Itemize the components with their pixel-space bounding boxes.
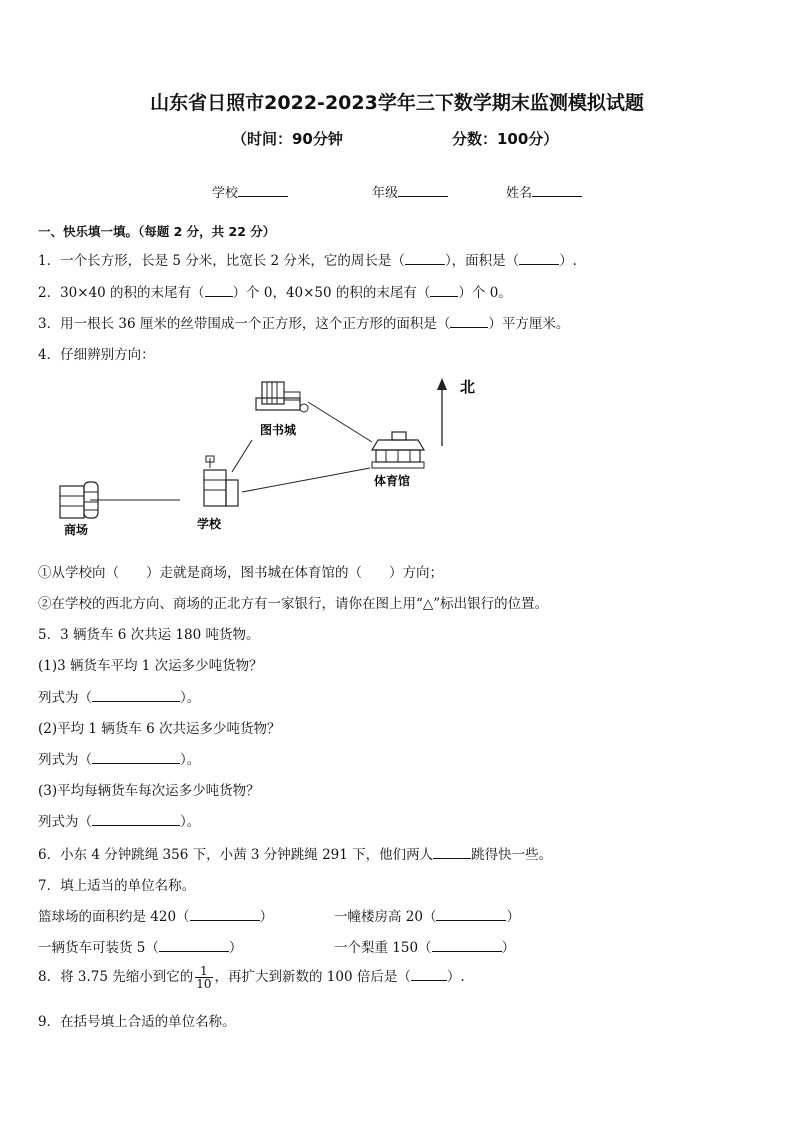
mall-label: 商场 [64, 523, 89, 537]
question-7-item-4: 一个梨重 150（ ） [334, 940, 516, 956]
question-7-item-3: 一辆货车可装货 5（ ） [38, 940, 243, 956]
exam-score: 分数：100分） [452, 130, 559, 148]
q5-blank-1[interactable] [92, 701, 180, 702]
gym-label: 体育馆 [374, 474, 411, 488]
question-7-item-1: 篮球场的面积约是 420（ ） [38, 909, 274, 925]
question-5-formula-2: 列式为（ ）。 [38, 752, 201, 768]
direction-map [40, 370, 500, 540]
question-5: 5．3 辆货车 6 次共运 180 吨货物。 [38, 627, 260, 643]
school-field: 学校 [212, 182, 288, 201]
name-blank[interactable] [532, 196, 582, 197]
q5-blank-3[interactable] [92, 825, 180, 826]
road-school-gym [242, 468, 370, 492]
q5-blank-2[interactable] [92, 763, 180, 764]
question-3: 3．用一根长 36 厘米的丝带围成一个正方形，这个正方形的面积是（ ）平方厘米。 [38, 316, 570, 332]
q7-blank-2[interactable] [436, 920, 506, 921]
q2-blank-2[interactable] [430, 296, 458, 297]
q1-blank-1[interactable] [405, 264, 445, 265]
question-5-formula-1: 列式为（ ）。 [38, 690, 201, 706]
question-7-item-2: 一幢楼房高 20（ ） [334, 909, 520, 925]
question-7: 7．填上适当的单位名称。 [38, 878, 196, 894]
question-9: 9．在括号填上合适的单位名称。 [38, 1014, 236, 1030]
fraction: $\frac{1}{10}$ [196, 964, 212, 991]
question-5-part-3: (3)平均每辆货车每次运多少吨货物？ [38, 783, 260, 799]
question-6: 6．小东 4 分钟跳绳 356 下，小茜 3 分钟跳绳 291 下，他们两人 跳得快一些。 [38, 847, 553, 863]
question-1: 1．一个长方形，长是 5 分米，比宽长 2 分米，它的周长是（ ），面积是（ ）. [38, 253, 577, 269]
gym-icon [372, 432, 424, 468]
page-title: 山东省日照市2022-2023学年三下数学期末监测模拟试题 [150, 92, 644, 114]
north-arrow-head-icon [437, 378, 447, 390]
q6-blank[interactable] [433, 858, 471, 859]
question-5-part-1: (1)3 辆货车平均 1 次运多少吨货物？ [38, 658, 263, 674]
question-5-part-2: (2)平均 1 辆货车 6 次共运多少吨货物？ [38, 721, 281, 737]
section-heading: 一、快乐填一填。（每题 2 分，共 22 分） [38, 224, 276, 239]
grade-field: 年级 [372, 182, 448, 201]
school-label: 学校 [197, 517, 222, 531]
name-field: 姓名 [506, 182, 582, 201]
question-4-sub-1: ①从学校向（ ）走就是商场，图书城在体育馆的（ ）方向； [38, 565, 443, 581]
school-blank[interactable] [238, 196, 288, 197]
library-icon [256, 382, 308, 412]
question-2: 2．30×40 的积的末尾有（ ）个 0，40×50 的积的末尾有（ ）个 0。 [38, 285, 512, 301]
question-5-formula-3: 列式为（ ）。 [38, 814, 201, 830]
q7-blank-3[interactable] [159, 951, 229, 952]
school-icon [204, 456, 238, 506]
exam-time: （时间：90分钟 [232, 130, 343, 148]
q2-blank-1[interactable] [205, 296, 233, 297]
road-library-gym [308, 402, 372, 442]
q1-blank-2[interactable] [519, 264, 559, 265]
q3-blank[interactable] [450, 327, 488, 328]
q8-blank[interactable] [411, 980, 447, 981]
grade-blank[interactable] [398, 196, 448, 197]
question-8: 8．将 3.75 先缩小到它的 $\frac{1}{10}$ ，再扩大到新数的 100 倍后是（ ）. [38, 964, 465, 991]
road-school-library [232, 440, 252, 472]
question-4: 4．仔细辨别方向： [38, 347, 155, 363]
q7-blank-1[interactable] [190, 920, 260, 921]
library-label: 图书城 [260, 423, 297, 437]
north-label: 北 [460, 378, 476, 396]
question-4-sub-2: ②在学校的西北方向、商场的正北方有一家银行，请你在图上用“△”标出银行的位置。 [38, 596, 549, 612]
q7-blank-4[interactable] [432, 951, 502, 952]
